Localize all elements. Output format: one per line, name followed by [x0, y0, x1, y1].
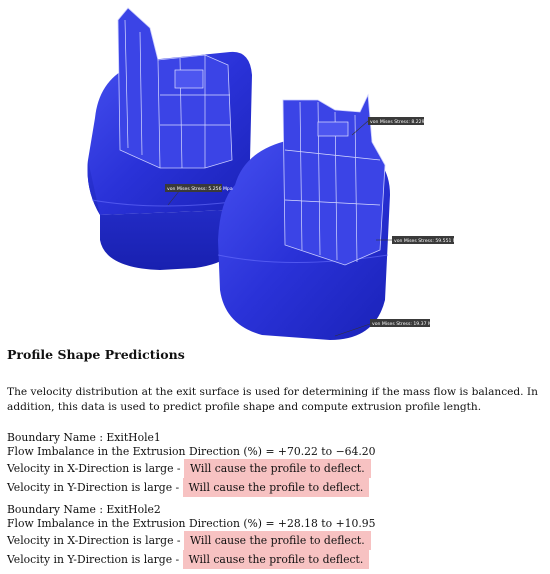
boundary-2-y-velocity: [7, 550, 369, 569]
y-deflect-warning: Will cause the profile to deflect.: [183, 478, 370, 497]
boundary-1-x-velocity: [7, 459, 371, 478]
section-title: Profile Shape Predictions: [7, 347, 185, 362]
boundary-2-name: Boundary Name : ExitHole2: [7, 503, 161, 516]
callout-2-label: von Mises Stress: 5.256 Mpa: [167, 186, 233, 192]
y-velocity-label: Velocity in Y-Direction is large -: [7, 553, 180, 566]
boundary-1-imbalance: Flow Imbalance in the Extrusion Direction (%) = +70.22 to −64.20: [7, 445, 376, 458]
x-deflect-warning: Will cause the profile to deflect.: [184, 531, 371, 550]
callout-1-label: von Mises Stress: 8.229 Mpa: [370, 119, 436, 125]
callout-3-label: von Mises Stress: 59.551 Mpa: [394, 238, 463, 244]
callout-3[interactable]: [376, 236, 463, 244]
description-text: The velocity distribution at the exit surface is used for determining if the mass flow is balanced. In addition, this data is used to predict profile shape and compute extrusion profile length.: [7, 386, 538, 413]
y-velocity-label: Velocity in Y-Direction is large -: [7, 481, 180, 494]
x-velocity-label: Velocity in X-Direction is large -: [7, 462, 181, 475]
boundary-2-x-velocity: [7, 531, 371, 550]
boundary-1-name: Boundary Name : ExitHole1: [7, 431, 161, 444]
x-deflect-warning: Will cause the profile to deflect.: [184, 459, 371, 478]
boundary-2-imbalance: Flow Imbalance in the Extrusion Direction (%) = +28.18 to +10.95: [7, 517, 376, 530]
x-velocity-label: Velocity in X-Direction is large -: [7, 534, 181, 547]
callout-4-label: von Mises Stress: 19.37 Mpa: [372, 321, 438, 327]
boundary-1-y-velocity: [7, 478, 369, 497]
y-deflect-warning: Will cause the profile to deflect.: [183, 550, 370, 569]
